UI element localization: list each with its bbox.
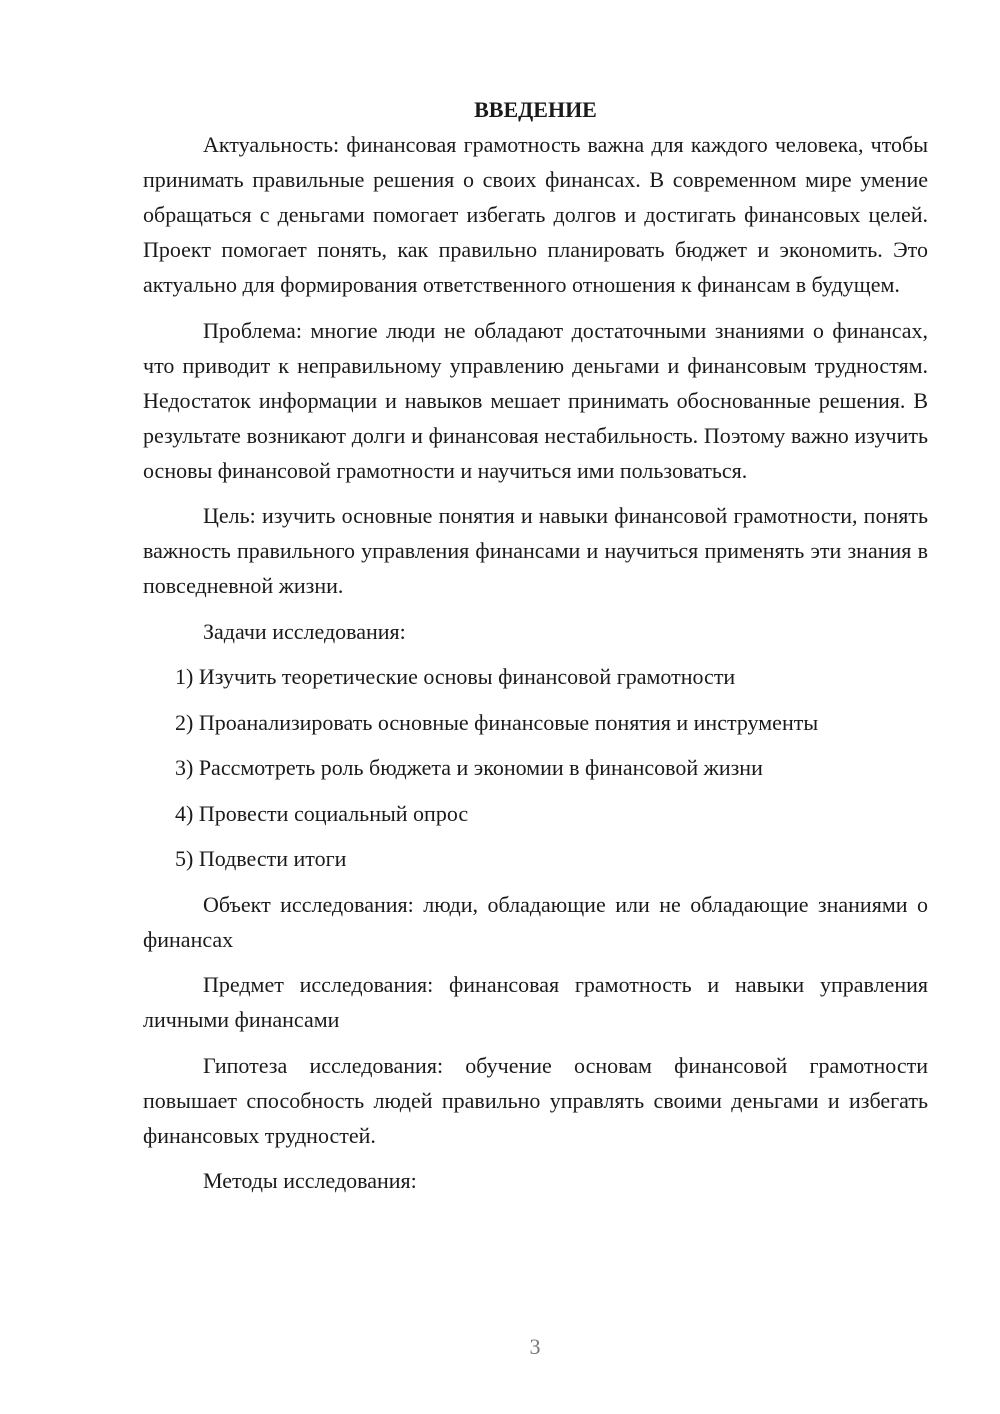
- list-item: 1) Изучить теоретические основы финансовой грамотности: [175, 664, 736, 689]
- list-item: 4) Провести социальный опрос: [175, 800, 469, 826]
- tasks-list: [143, 659, 928, 876]
- paragraph-hypothesis: Гипотеза исследования: обучение основам финансовой грамотности повышает способность людей правильно управлять своими деньгами и избегать финансовых трудностей.: [143, 1052, 928, 1148]
- paragraph-object: Объект исследования: люди, обладающие или не обладающие знаниями о финансах: [143, 891, 928, 952]
- paragraph-goal: Цель: изучить основные понятия и навыки финансовой грамотности, понять важность правильного управления финансами и научиться применять эти знания в повседневной жизни.: [143, 503, 928, 598]
- paragraph-subject: Предмет исследования: финансовая грамотность и навыки управления личными финансами: [143, 972, 928, 1032]
- document-page: [143, 92, 928, 1209]
- paragraph-relevance: Актуальность: финансовая грамотность важна для каждого человека, чтобы принимать правильные решения о своих финансах. В современном мире умение обращаться с деньгами помогает избегать долгов и достигать финансовых целей. Проект помогает понять, как правильно планировать бюджет и экономить. Это актуально для формирования ответственного отношения к финансам в будущем.: [143, 132, 928, 297]
- list-item: 5) Подвести итоги: [175, 846, 347, 871]
- page-number: 3: [529, 1334, 541, 1359]
- methods-heading: Методы исследования:: [203, 1168, 417, 1193]
- list-item: 3) Рассмотреть роль бюджета и экономии в финансовой жизни: [175, 755, 763, 780]
- tasks-heading: Задачи исследования:: [203, 618, 406, 644]
- list-item: 2) Проанализировать основные финансовые понятия и инструменты: [175, 709, 819, 735]
- page-title: ВВЕДЕНИЕ: [474, 97, 597, 122]
- paragraph-problem: Проблема: многие люди не обладают достаточными знаниями о финансах, что приводит к неправильному управлению деньгами и финансовым трудностям. Недостаток информации и навыков мешает принимать обоснованные решения. В результате возникают долги и финансовая нестабильность. Поэтому важно изучить основы финансовой грамотности и научиться ими пользоваться.: [143, 317, 928, 483]
